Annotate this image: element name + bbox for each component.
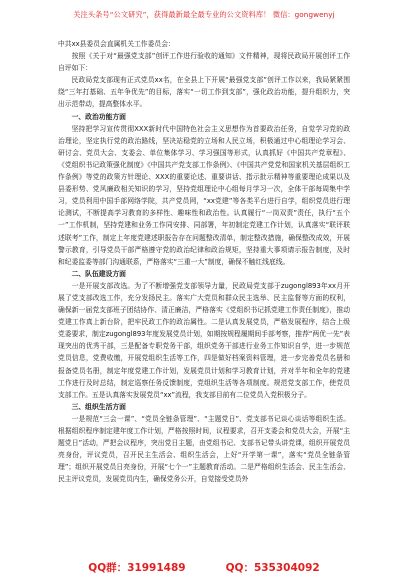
intro-paragraph: 按照《关于对“最强党支部”创评工作进行验收的通知》文件精神，现将民政局开展创评工作自评如下：	[58, 52, 350, 73]
section-heading: 二、队伍建设方面	[71, 269, 126, 278]
document-body	[58, 38, 350, 485]
header-banner: 关注头条号“公文研究”，获得最新最全最专业的公文资料库！ 微信：gongwenyj	[73, 10, 335, 19]
qq-label: QQ：535304092	[225, 562, 320, 574]
section-paragraph: 坚持把学习宣传贯彻XXX新时代中国特色社会主义思想作为首要政治任务，自觉学习党的政治理论，坚定执行党的政治路线，坚决站稳党的立场和人民立场，积极通过中心组理论学习会、研讨会、党员大会、支委会、单位集体学习、学习强国等形式，认真抓好《中国共产党章程》、《党组织书记政策强化制度》《中国共产党支部工作条例》、《中国共产党党和国家机关基层组织工作条例》等党的政策方针理论、XXX的重要论述、重要讲话、指示批示精神等重要理论成果以及县委形势、党风廉政相关知识的学习，坚持党组理论中心组每月学习一次，全体干部每周集中学习，党员利用中国手部网络学院，共产党员网，“xx党建”等各类平台进行自学，组织党员进行理论测试，不断提高学习教育的多样性、趣味性和政治性。认真履行“一岗双责”责任，执行“五个一”工作机制，坚持党建和业务工作同安排、同部署，年初制定党建工作计划，认真落实“联评联述联考”工作，制定上年度党建述职报告存在问题整改清单，制定整改措施，确保整改成效，开展警示教育，引导党员干部严格遵守党的政治纪律和政治规矩，坚持重大事项请示报告制度，及时和纪委监委等部门沟通联系，严格落实“三重一大”制度，确保不触红线底线。	[58, 124, 350, 266]
footer-contact	[0, 560, 408, 575]
salutation: 中共xx县委员会直属机关工作委员会：	[58, 40, 175, 48]
section-paragraph: 一是开展支部改选。为了不断增强党支部领导力量，民政局党支部于zugongl893年xx月开展了党支部改选工作，充分发扬民主。落实广大党员和群众民主选举、民主监督等方面的权利，确保新一届党支部班子团结协作、清正廉洁，严格落实《党组织书记抓党建工作责任制度》，推动党建工作真上新台阶，把牢民政工作的政治属性。二是认真发展党员，严格发展程序，结合上级党委要求，制定zugongl893年度发展党员计划，如期按规程履期间手部考察，推荐“两优一先”表现突出的优秀干部，三是配备专职党务干部，组织党务干部进行业务工作知识自学，进一步规范党员信息，党费收缴，开展党组织生活等工作，四是做好档案资料管理，进一步完善党员名册和报备党员名册，制定年度党建工作计划，发展党员计划和学习教育计划，并对半年和全年的党建工作进行及时总结，制定巡察任务反馈制度，党组织生活等各项制度。规范党支部工作，使党员支部工作。五是认真落实发展党员“xx”流程，我支部目前有二位党员入党积极分子。	[58, 281, 350, 399]
section-heading: 三、组织生活方面	[71, 402, 126, 411]
qq-group-label: QQ群：31991489	[88, 562, 186, 574]
intro-paragraph: 民政局党支部现有正式党员xx名，在全县上下开展“最强党支部”创评工作以来，我局紧紧围绕“三年打基础、五年争优先”的目标，落实“一切工作到支部”，强化政治功能，提升组织力，突出示范带动，提高整体水平。	[58, 76, 350, 109]
section-paragraph: 一是规范“三会一课”、“党员全链条管理”、“主题党日”、党支部书记谈心谈话等组织生活。根据组织程序制定建年度工作计划，严格按照时间，议程要求，召开支委会和党员大会，开展“主题党日”活动，严把会议程序，突出党日主题，由党组书记、支部书记带头讲党课，组织开展党员亮身份，评议党员，召开民主生活会、组织生活会，上好“开学第一课”，落实“党员全链条管理”；组织开展党员日亮身份，开展“七个一”主题教育活动。二是严格组织生活会、民主生活会、民主评议党员，发展党员内生，确保党务公开，自觉接受党员外	[58, 414, 350, 484]
section-heading: 一、政治功能方面	[71, 112, 126, 121]
